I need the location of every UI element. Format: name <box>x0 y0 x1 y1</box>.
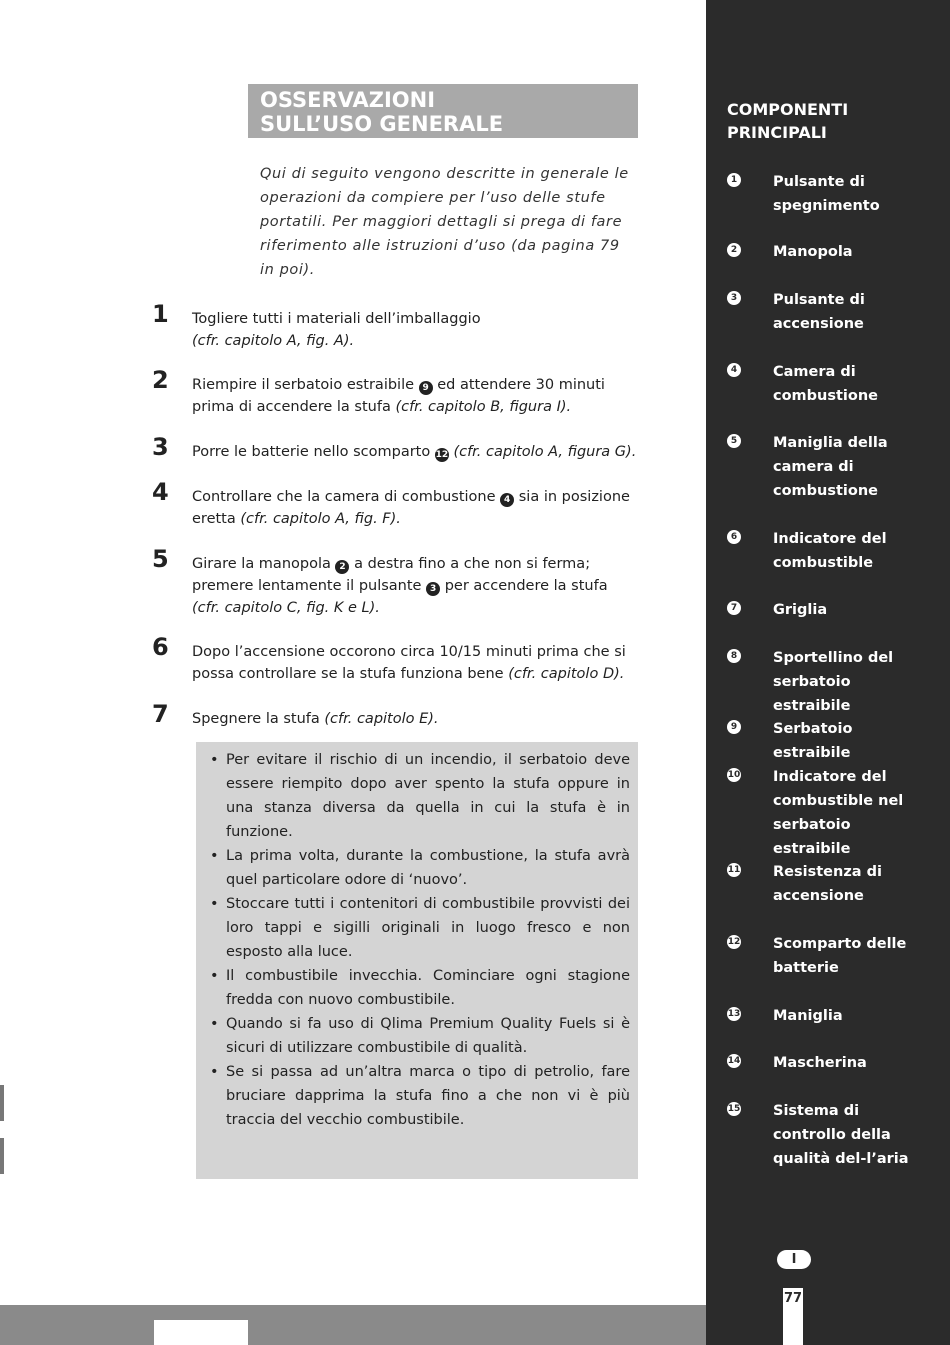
note-item: • Per evitare il rischio di un incendio, il serbatoio deve essere riempito dopo aver spento la stufa oppure in una stanza diversa da quella in cui la stufa è in funzione. <box>208 748 630 844</box>
step-citation: (cfr. capitolo E). <box>324 711 439 727</box>
component-label: Sportellino del serbatoio estraibile <box>773 650 894 714</box>
component-number: 13 <box>727 1009 741 1019</box>
component-label: Indicatore del combustible nel serbatoio estraibile <box>773 769 904 857</box>
component-number: 11 <box>727 865 741 875</box>
step-text: Girare la manopola 2 a destra fino a che non si ferma; premere lentamente il pulsante 3 per accendere la stufa (cfr. capitolo C, fig. K e L). <box>192 556 608 616</box>
section-title-line: OSSERVAZIONI <box>260 88 436 112</box>
component-number: 12 <box>727 937 741 947</box>
component-label: Resistenza di accensione <box>773 864 882 904</box>
step-number: 6 <box>152 633 169 661</box>
part-ref-badge: 9 <box>419 381 433 395</box>
step-text: Controllare che la camera di combustione 4 sia in posizione eretta (cfr. capitolo A, fig. F). <box>192 489 630 527</box>
step-citation: (cfr. capitolo C, fig. K e L). <box>192 600 380 616</box>
component-label: Sistema di controllo della qualità del-l’aria <box>773 1103 909 1167</box>
step-citation: (cfr. capitolo A, fig. F). <box>240 511 401 527</box>
page-number: 77 <box>783 1288 803 1345</box>
component-number: 5 <box>727 434 741 448</box>
step-text: Porre le batterie nello scomparto 12 (cfr. capitolo A, figura G). <box>192 444 637 460</box>
part-ref-badge: 4 <box>500 493 514 507</box>
component-label: Indicatore del combustible <box>773 531 887 571</box>
step-citation: (cfr. capitolo B, figura I). <box>395 399 572 415</box>
component-number: 2 <box>727 243 741 257</box>
edge-mark <box>0 1085 4 1121</box>
section-title <box>260 88 503 136</box>
note-item: • Quando si fa uso di Qlima Premium Quality Fuels si è sicuri di utilizzare combustibile di qualità. <box>208 1012 630 1060</box>
component-label: Pulsante di spegnimento <box>773 174 880 214</box>
component-label: Camera di combustione <box>773 364 879 404</box>
step-citation: (cfr. capitolo D). <box>508 666 625 682</box>
part-ref-badge: 2 <box>335 560 349 574</box>
component-label: Maniglia <box>773 1008 843 1024</box>
component-number: 6 <box>727 530 741 544</box>
sidebar-title: COMPONENTI PRINCIPALI <box>727 100 849 142</box>
step-number: 2 <box>152 366 169 394</box>
component-label: Manopola <box>773 244 853 260</box>
step-text: Dopo l’accensione occorono circa 10/15 minuti prima che si possa controllare se la stufa funziona bene (cfr. capitolo D). <box>192 644 626 682</box>
notes-box <box>196 742 638 1179</box>
component-number: 9 <box>727 720 741 734</box>
language-badge: I <box>777 1250 811 1269</box>
step-number: 4 <box>152 478 169 506</box>
step-number: 1 <box>152 300 169 328</box>
edge-mark <box>0 1138 4 1174</box>
component-number: 14 <box>727 1056 741 1066</box>
component-number: 3 <box>727 291 741 305</box>
step-text: Riempire il serbatoio estraibile 9 ed attendere 30 minuti prima di accendere la stufa (cfr. capitolo B, figura I). <box>192 377 605 415</box>
step-text: Togliere tutti i materiali dell’imballaggio (cfr. capitolo A, fig. A). <box>192 311 481 349</box>
component-number: 7 <box>727 601 741 615</box>
notes-list <box>196 742 638 1132</box>
component-label: Scomparto delle batterie <box>773 936 907 976</box>
intro-paragraph: Qui di seguito vengono descritte in generale le operazioni da compiere per l’uso delle stufe portatili. Per maggiori dettagli si prega di fare riferimento alle istruzioni d’uso (da pagina 79 in poi). <box>260 166 629 278</box>
step-text: Spegnere la stufa (cfr. capitolo E). <box>192 711 439 727</box>
component-number: 4 <box>727 363 741 377</box>
component-number: 8 <box>727 649 741 663</box>
component-number: 1 <box>727 173 741 187</box>
component-number: 10 <box>727 770 741 780</box>
component-label: Pulsante di accensione <box>773 292 865 332</box>
component-label: Serbatoio estraibile <box>773 721 853 761</box>
part-ref-badge: 3 <box>426 582 440 596</box>
step-number: 5 <box>152 545 169 573</box>
step-citation: (cfr. capitolo A, figura G). <box>453 444 637 460</box>
component-label: Maniglia della camera di combustione <box>773 435 888 499</box>
component-label: Mascherina <box>773 1055 867 1071</box>
component-number: 15 <box>727 1104 741 1114</box>
note-item: • Se si passa ad un’altra marca o tipo di petrolio, fare bruciare dapprima la stufa fino a che non vi è più traccia del vecchio combustibile. <box>208 1060 630 1132</box>
part-ref-badge: 12 <box>435 450 449 460</box>
footer-tab <box>154 1320 248 1345</box>
note-item: • Il combustibile invecchia. Cominciare ogni stagione fredda con nuovo combustibile. <box>208 964 630 1012</box>
component-label: Griglia <box>773 602 828 618</box>
step-citation: (cfr. capitolo A, fig. A). <box>192 333 355 349</box>
step-number: 7 <box>152 700 169 728</box>
note-item: • La prima volta, durante la combustione, la stufa avrà quel particolare odore di ‘nuovo’. <box>208 844 630 892</box>
section-title-line: SULL’USO GENERALE <box>260 112 504 136</box>
footer-bar <box>0 1305 706 1345</box>
section-title-box <box>248 84 638 138</box>
step-number: 3 <box>152 433 169 461</box>
note-item: • Stoccare tutti i contenitori di combustibile provvisti dei loro tappi e sigilli originali in luogo fresco e non esposto alla luce. <box>208 892 630 964</box>
